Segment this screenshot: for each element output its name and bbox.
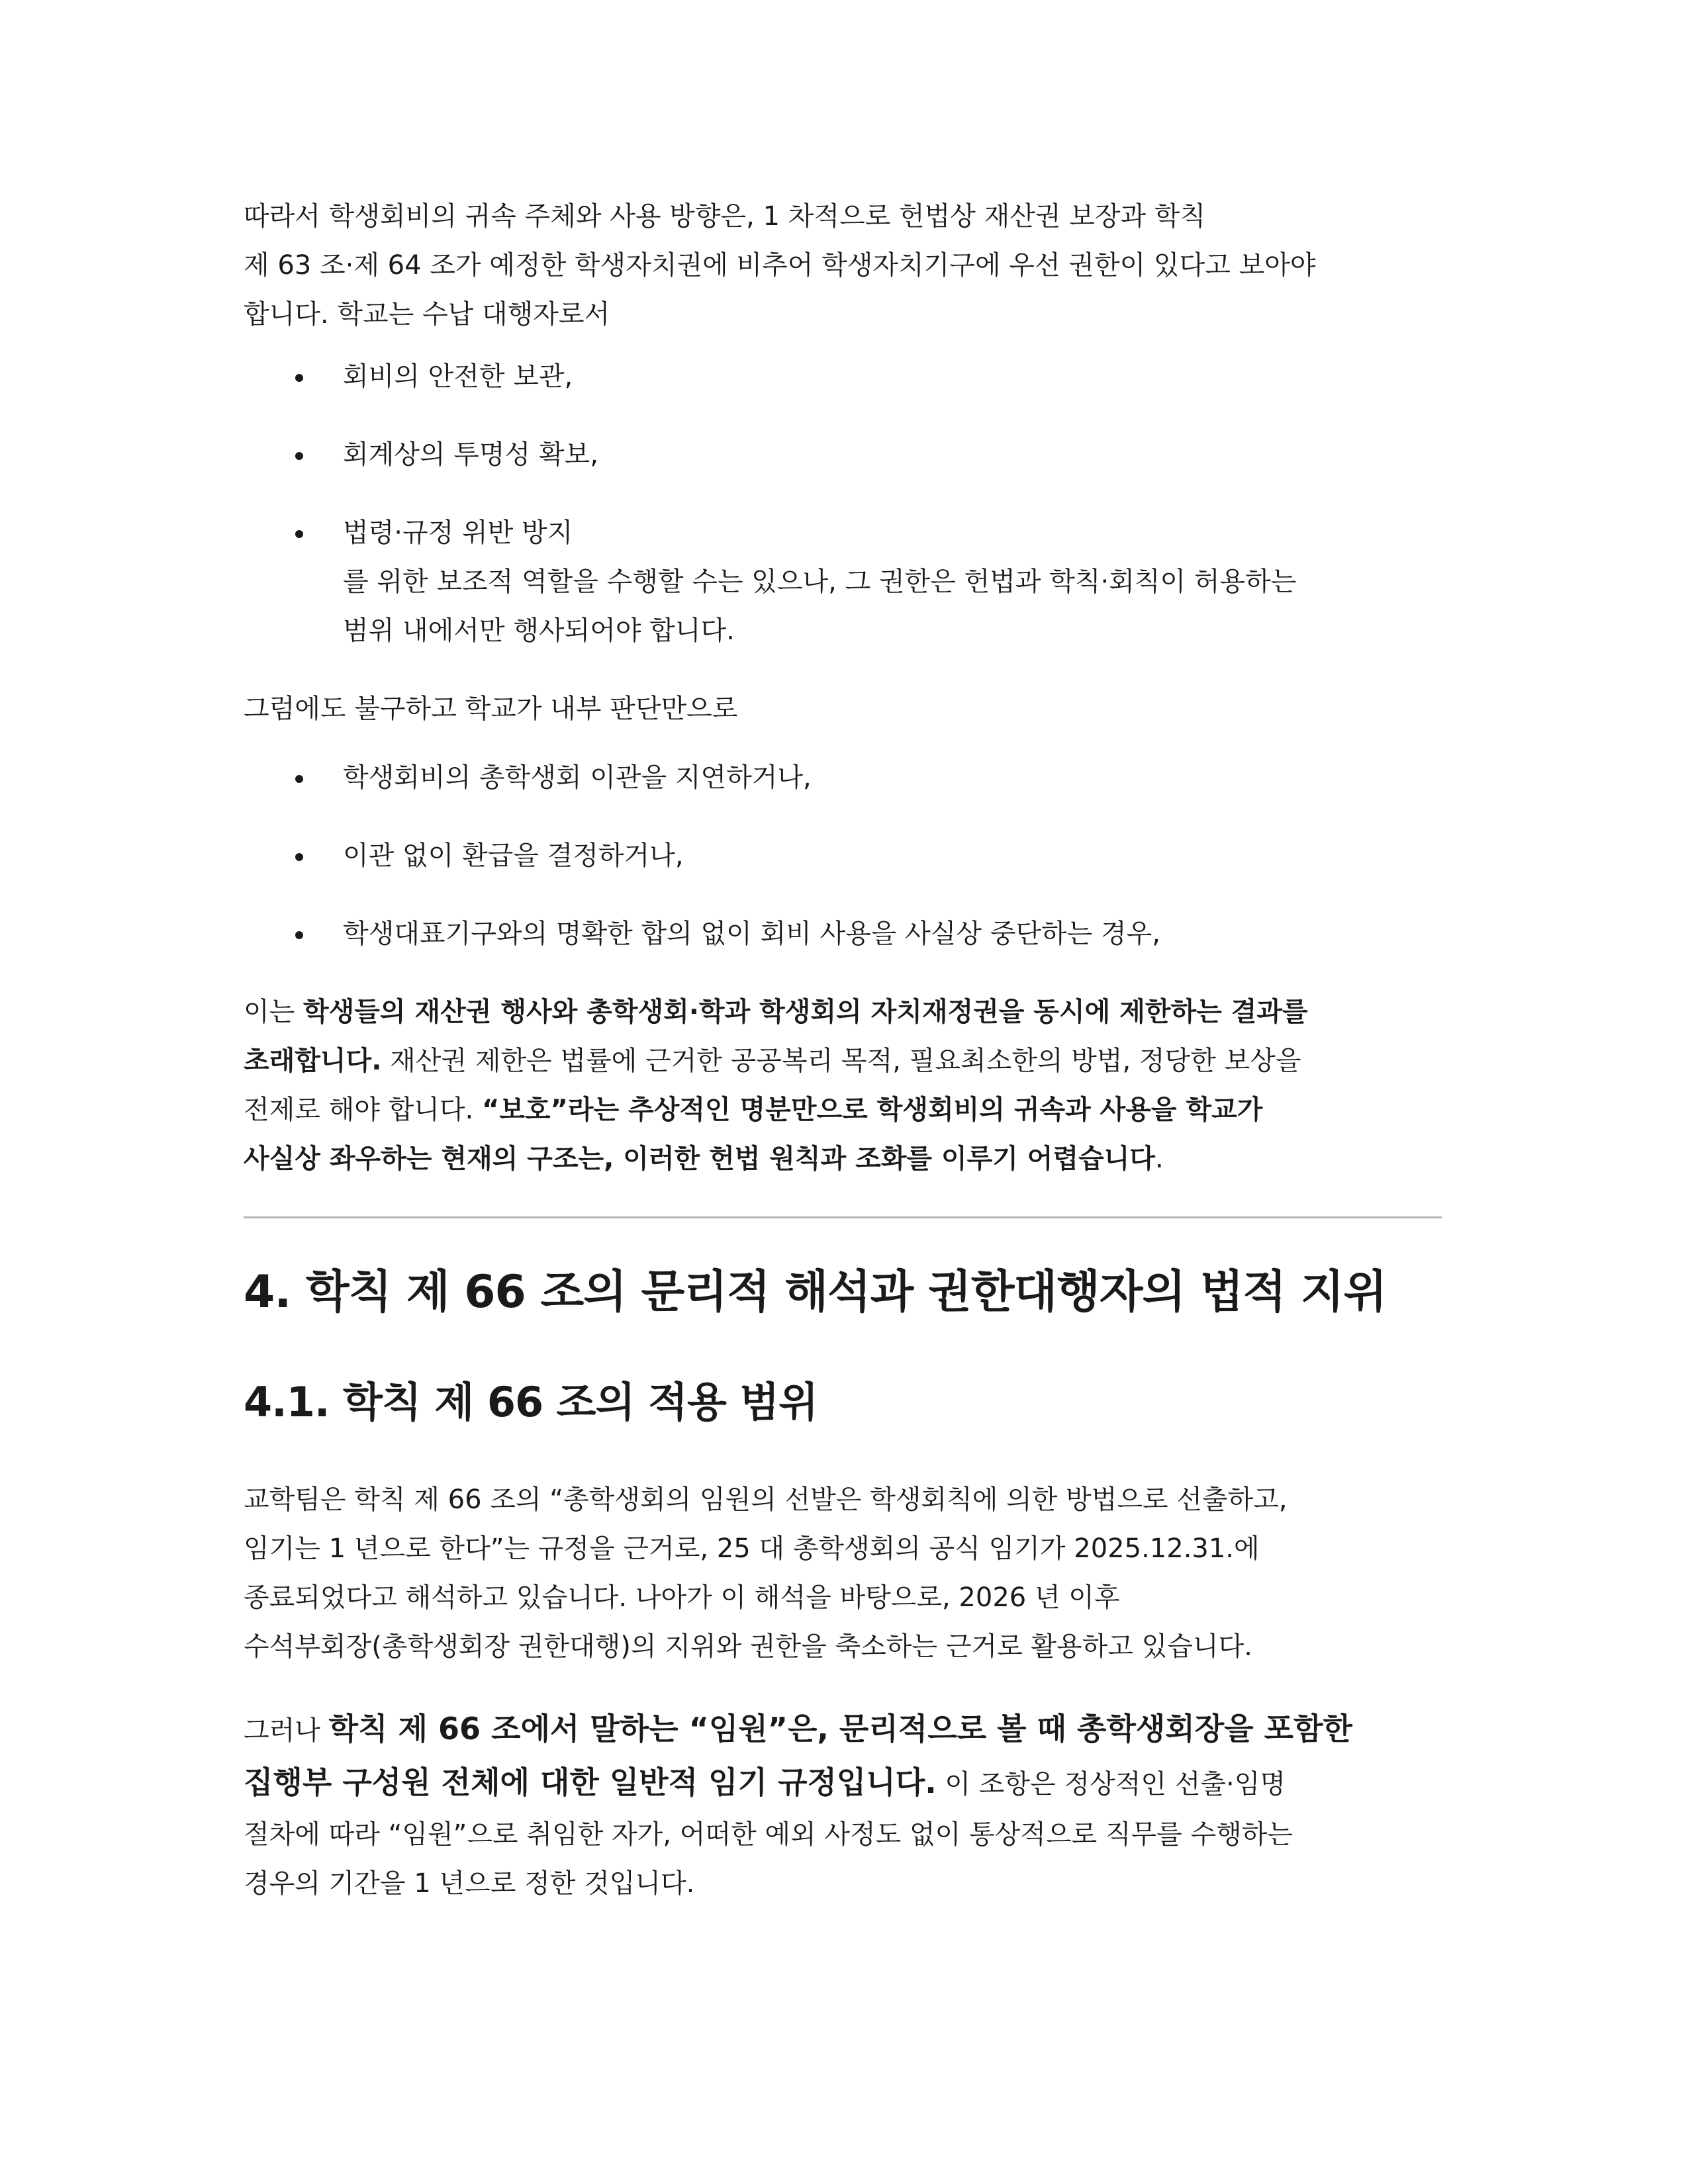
conclusion-emphasis: 학생들의 재산권 행사와 총학생회·학과 학생회의 자치재정권을 동시에 제한하는 결과를 bbox=[303, 997, 1308, 1027]
rebuttal-emphasis: 학칙 제 66 조에서 말하는 “임원”은, 문리적으로 볼 때 총학생회장을 포함한 bbox=[328, 1711, 1352, 1747]
rebuttal-paragraph bbox=[244, 1703, 1442, 1908]
list-item-continuation-2: 범위 내에서만 행사되어야 합니다. bbox=[343, 615, 735, 646]
conclusion-emphasis: 사실상 좌우하는 현재의 구조는, 이러한 헌법 원칙과 조화를 이루기 어렵습니다 bbox=[244, 1144, 1156, 1174]
list-item-text: 학생회비의 총학생회 이관을 지연하거나, bbox=[343, 762, 812, 793]
list-item bbox=[343, 831, 1442, 880]
paragraph-line: 수석부회장(총학생회장 권한대행)의 지위와 권한을 축소하는 근거로 활용하고 있습니다. bbox=[244, 1631, 1252, 1662]
intro-line-2: 제 63 조·제 64 조가 예정한 학생자치권에 비추어 학생자치기구에 우선 권한이 있다고 보아야 bbox=[244, 250, 1316, 281]
list-item-text: 회계상의 투명성 확보, bbox=[343, 439, 598, 470]
list-item bbox=[343, 753, 1442, 802]
conclusion-paragraph bbox=[244, 987, 1442, 1183]
paragraph-line: 종료되었다고 해석하고 있습니다. 나아가 이 해석을 바탕으로, 2026 년 이후 bbox=[244, 1582, 1120, 1613]
list-item bbox=[343, 909, 1442, 958]
interpretation-paragraph bbox=[244, 1475, 1442, 1671]
subsection-heading: 4.1. 학칙 제 66 조의 적용 범위 bbox=[244, 1378, 818, 1426]
list-item-text: 법령·규정 위반 방지 bbox=[343, 518, 573, 548]
list-item-continuation-1: 를 위한 보조적 역할을 수행할 수는 있으나, 그 권한은 헌법과 학칙·회칙이 허용하는 bbox=[343, 567, 1297, 597]
rebuttal-emphasis: 집행부 구성원 전체에 대한 일반적 임기 규정입니다. bbox=[244, 1764, 937, 1800]
intro-paragraph bbox=[244, 192, 1442, 339]
conclusion-emphasis: 초래합니다. bbox=[244, 1046, 382, 1076]
list-item-text: 학생대표기구와의 명확한 합의 없이 회비 사용을 사실상 중단하는 경우, bbox=[343, 919, 1160, 949]
transition-paragraph: 그럼에도 불구하고 학교가 내부 판단만으로 bbox=[244, 694, 738, 724]
conclusion-text: 전제로 해야 합니다. bbox=[244, 1095, 482, 1125]
document-page bbox=[244, 192, 1442, 1908]
list-item bbox=[343, 352, 1442, 401]
rebuttal-text: 이 조항은 정상적인 선출·임명 bbox=[936, 1769, 1286, 1799]
section-heading: 4. 학칙 제 66 조의 문리적 해석과 권한대행자의 법적 지위 bbox=[244, 1266, 1387, 1318]
paragraph-line: 임기는 1 년으로 한다”는 규정을 근거로, 25 대 총학생회의 공식 임기가 2025.12.31.에 bbox=[244, 1533, 1260, 1564]
list-item-text: 이관 없이 환급을 결정하거나, bbox=[343, 841, 684, 871]
rebuttal-text: 그러나 bbox=[244, 1715, 329, 1746]
conclusion-emphasis: “보호”라는 추상적인 명분만으로 학생회비의 귀속과 사용을 학교가 bbox=[481, 1095, 1263, 1125]
custodian-roles-list bbox=[244, 352, 1442, 655]
intro-line-1: 따라서 학생회비의 귀속 주체와 사용 방향은, 1 차적으로 헌법상 재산권 보장과 학칙 bbox=[244, 201, 1206, 232]
school-actions-list bbox=[244, 753, 1442, 958]
rebuttal-text: 경우의 기간을 1 년으로 정한 것입니다. bbox=[244, 1868, 695, 1899]
list-item bbox=[343, 508, 1442, 655]
section-divider bbox=[244, 1216, 1442, 1218]
conclusion-text: 이는 bbox=[244, 997, 303, 1027]
paragraph-line: 교학팀은 학칙 제 66 조의 “총학생회의 임원의 선발은 학생회칙에 의한 방법으로 선출하고, bbox=[244, 1484, 1288, 1515]
intro-line-3: 합니다. 학교는 수납 대행자로서 bbox=[244, 299, 610, 330]
conclusion-text: . bbox=[1155, 1144, 1164, 1174]
conclusion-text: 재산권 제한은 법률에 근거한 공공복리 목적, 필요최소한의 방법, 정당한 보상을 bbox=[381, 1046, 1301, 1076]
list-item bbox=[343, 430, 1442, 479]
rebuttal-text: 절차에 따라 “임원”으로 취임한 자가, 어떠한 예외 사정도 없이 통상적으로 직무를 수행하는 bbox=[244, 1819, 1293, 1850]
list-item-text: 회비의 안전한 보관, bbox=[343, 361, 573, 392]
